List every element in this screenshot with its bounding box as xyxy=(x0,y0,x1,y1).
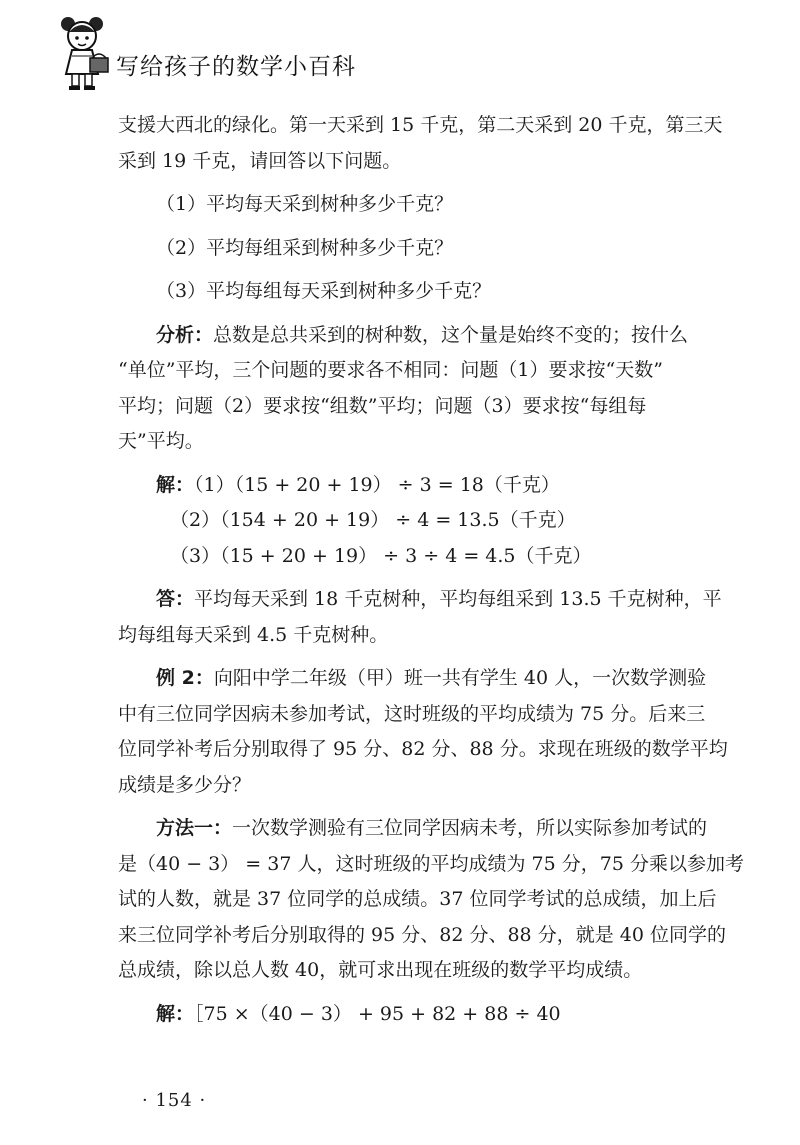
text-line: “单位”平均，三个问题的要求各不相同：问题（1）要求按“天数” xyxy=(118,359,663,381)
solution-text: （1）（15 + 20 + 19） ÷ 3 = 18（千克） xyxy=(194,473,560,496)
girl-with-basket-icon xyxy=(52,12,116,92)
method-paragraph xyxy=(118,811,778,847)
method-text: 一次数学测验有三位同学因病未考，所以实际参加考试的 xyxy=(232,817,708,839)
analysis-text: 总数是总共采到的树种数，这个量是始终不变的；按什么 xyxy=(213,323,689,346)
text-line: 是（40 − 3） = 37 人，这时班级的平均成绩为 75 分，75 分乘以参加考 xyxy=(118,852,744,875)
text-line: 采到 19 千克，请回答以下问题。 xyxy=(118,149,402,172)
text-line: 来三位同学补考后分别取得的 95 分、82 分、88 分，就是 40 位同学的 xyxy=(118,923,726,946)
page-header xyxy=(52,12,372,92)
analysis-paragraph xyxy=(118,318,778,354)
text-line: 试的人数，就是 37 位同学的总成绩。37 位同学考试的总成绩，加上后 xyxy=(118,888,717,910)
book-title: 写给孩子的数学小百科 xyxy=(116,54,356,80)
text-line: 平均；问题（2）要求按“组数”平均；问题（3）要求按“每组每 xyxy=(118,394,647,417)
example-text: 向阳中学二年级（甲）班一共有学生 40 人，一次数学测验 xyxy=(213,667,707,689)
example-label: 例 2： xyxy=(156,667,214,689)
answer-paragraph xyxy=(118,582,778,618)
page-content xyxy=(118,108,778,1032)
question-1: （1）平均每天采到树种多少千克？ xyxy=(156,193,454,215)
text-line: 中有三位同学因病未参加考试，这时班级的平均成绩为 75 分。后来三 xyxy=(118,702,706,725)
text-line: 总成绩，除以总人数 40，就可求出现在班级的数学平均成绩。 xyxy=(118,959,643,981)
solution2-text: ［75 ×（40 − 3） + 95 + 82 + 88 ÷ 40 xyxy=(194,1002,561,1025)
solution2-line xyxy=(118,997,778,1033)
method-label: 方法一： xyxy=(156,817,233,839)
solution-line-3: （3）（15 + 20 + 19） ÷ 3 ÷ 4 = 4.5（千克） xyxy=(170,544,592,567)
solution-line-1 xyxy=(118,468,778,504)
solution-label: 解： xyxy=(156,473,195,496)
text-line: 均每组每天采到 4.5 千克树种。 xyxy=(118,623,389,646)
text-line: 位同学补考后分别取得了 95 分、82 分、88 分。求现在班级的数学平均 xyxy=(118,738,728,760)
text-line: 成绩是多少分？ xyxy=(118,773,252,796)
question-2: （2）平均每组采到树种多少千克？ xyxy=(156,236,454,259)
page-number: · 154 · xyxy=(142,1090,207,1111)
solution-line-2: （2）（154 + 20 + 19） ÷ 4 = 13.5（千克） xyxy=(170,509,576,531)
text-line: 支援大西北的绿化。第一天采到 15 千克，第二天采到 20 千克，第三天 xyxy=(118,114,723,136)
answer-text: 平均每天采到 18 千克树种，平均每组采到 13.5 千克树种，平 xyxy=(194,588,722,610)
question-3: （3）平均每组每天采到树种多少千克？ xyxy=(156,280,492,302)
answer-label: 答： xyxy=(156,588,195,610)
example-paragraph xyxy=(118,661,778,697)
solution2-label: 解： xyxy=(156,1002,195,1025)
analysis-label: 分析： xyxy=(156,323,214,346)
text-line: 天”平均。 xyxy=(118,430,204,452)
